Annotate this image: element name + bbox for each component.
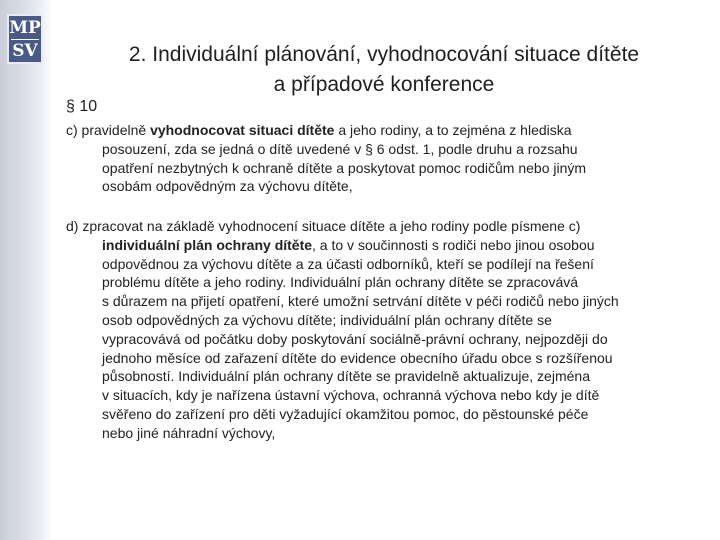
slide-title-line-2: a případové konference xyxy=(273,73,495,96)
paragraph-d-line: problému dítěte a jeho rodiny. Individuální plán ochrany dítěte se zpracovává xyxy=(102,274,579,291)
slide-title-line-1: 2. Individuální plánování, vyhodnocování situace dítěte xyxy=(128,43,640,66)
paragraph-c-line: osobám odpovědným za výchovu dítěte, xyxy=(102,178,353,195)
paragraph-c-label: c) xyxy=(66,122,78,138)
paragraph-d-line: svěřeno do zařízení pro děti vyžadující okamžitou pomoc, do pěstounské péče xyxy=(102,405,589,422)
paragraph-d-rest: , a to v součinnosti s rodiči nebo jinou osobou xyxy=(312,236,595,253)
paragraph-d-line: jednoho měsíce od zařazení dítěte do evidence obecního úřadu obce s rozšířenou xyxy=(102,349,613,366)
paragraph-d xyxy=(66,217,706,443)
sidebar-strip xyxy=(0,0,52,540)
logo-line-1: MP xyxy=(9,17,41,38)
paragraph-d-bold: individuální plán ochrany dítěte xyxy=(102,236,313,253)
paragraph-d-line: v situacích, kdy je nařízena ústavní výchova, ochranná výchova nebo kdy je dítě xyxy=(102,387,600,404)
slide-title xyxy=(60,40,708,100)
paragraph-c xyxy=(66,121,706,196)
paragraph-d-line: nebo jiné náhradní výchovy, xyxy=(102,424,276,441)
paragraph-c-line: posouzení, zda se jedná o dítě uvedené v § 6 odst. 1, podle druhu a rozsahu xyxy=(102,140,578,157)
paragraph-d-second-line xyxy=(66,236,706,255)
paragraph-d-line: vypracovává od počátku doby poskytování sociálně-právní ochrany, nejpozději do xyxy=(102,330,608,347)
paragraph-d-line: působností. Individuální plán ochrany dítěte se pravidelně aktualizuje, zejména xyxy=(102,368,590,385)
paragraph-d-line: s důrazem na přijetí opatření, které umožní setrvání dítěte v péči rodičů nebo jiných xyxy=(102,293,619,310)
paragraph-c-first-line xyxy=(66,121,706,140)
logo-line-2: SV xyxy=(12,40,38,61)
section-heading: § 10 xyxy=(66,98,98,115)
paragraph-c-bold: vyhodnocovat situaci dítěte xyxy=(150,122,335,138)
paragraph-d-line: odpovědnou za výchovu dítěte a za účasti odborníků, kteří se podílejí na řešení xyxy=(102,255,594,272)
paragraph-c-rest: a jeho rodiny, a to zejména z hlediska xyxy=(334,122,572,138)
mpsv-logo xyxy=(7,14,43,64)
paragraph-c-line: opatření nezbytných k ochraně dítěte a poskytovat pomoc rodičům nebo jiným xyxy=(102,159,587,176)
paragraph-d-line: osob odpovědných za výchovu dítěte; individuální plán ochrany dítěte se xyxy=(102,311,552,328)
logo-divider xyxy=(11,39,39,40)
paragraph-d-first-line: d) zpracovat na základě vyhodnocení situace dítěte a jeho rodiny podle písmene c) xyxy=(66,218,581,234)
paragraph-c-lead: pravidelně xyxy=(77,122,151,138)
